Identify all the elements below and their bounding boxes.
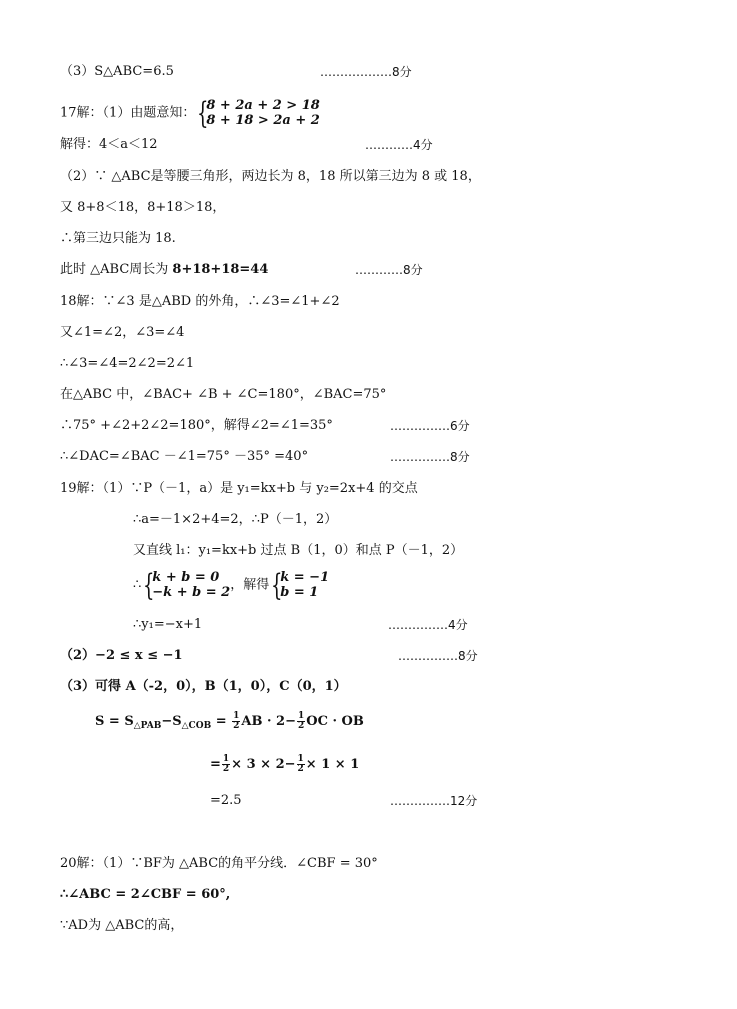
- q19-system-b-row-2: b = 1: [280, 585, 319, 600]
- q18-score-1: ……………6分: [390, 419, 470, 433]
- q17-perimeter-value: 8+18+18=44: [172, 262, 269, 277]
- q19-equation-system-a: { k + b = 0 −k + b = 2: [143, 568, 231, 603]
- q18-line2: 又∠1=∠2，∠3=∠4: [60, 325, 185, 340]
- q19-half-fraction-2: $\frac{1}{2}$: [297, 711, 305, 731]
- q18-line5: ∴75° +∠2+2∠2=180°，解得∠2=∠1=35°: [60, 418, 333, 433]
- q19-half-fraction-3: $\frac{1}{2}$: [222, 754, 230, 774]
- q17-score-2: …………8分: [355, 263, 423, 277]
- q18-line6: ∴∠DAC=∠BAC －∠1=75° －35° =40°: [60, 449, 309, 464]
- q19-half-fraction-4: $\frac{1}{2}$: [297, 754, 304, 774]
- q19-area-minus: −S: [161, 714, 182, 729]
- q17-solution: 解得：4＜a＜12: [60, 137, 158, 152]
- q20-line2: ∴∠ABC = 2∠CBF = 60°,: [60, 887, 231, 902]
- q17-system-row-2: 8 + 18 > 2a + 2: [206, 113, 320, 128]
- q17-part2-line1: （2）∵ △ABC是等腰三角形，两边长为 8，18 所以第三边为 8 或 18，: [60, 169, 481, 184]
- q19-equation-system-b: { k = −1 b = 1: [271, 568, 330, 603]
- q17-part1: [60, 96, 320, 131]
- q17-score-1: …………4分: [365, 138, 433, 152]
- q19-system-b-row-1: k = −1: [280, 570, 330, 585]
- q18-line1: 18解：∵∠3 是△ABD 的外角，∴∠3=∠1+∠2: [60, 294, 340, 309]
- q19-half-fraction-1: $\frac{1}{2}$: [233, 711, 240, 731]
- q19-score-3: ……………12分: [390, 794, 478, 808]
- q19-line7: （3）可得 A（-2，0），B（1，0），C（0，1）: [60, 679, 347, 694]
- q19-system-a-row-2: −k + b = 2: [152, 585, 231, 600]
- q19-area-sub-pab: △PAB: [133, 721, 162, 731]
- q19-score-1: ……………4分: [388, 618, 468, 632]
- q19-area-formula: [95, 712, 364, 735]
- q19-area-s: S = S: [95, 714, 134, 729]
- q19-line5: ∴y₁=−x+1: [133, 617, 203, 632]
- q17-system-row-1: 8 + 2a + 2 > 18: [206, 98, 320, 113]
- q17-part2-line4: [60, 261, 268, 279]
- q19-therefore: ∴: [133, 577, 142, 593]
- q17-head: 17解：（1）由题意知：: [60, 105, 196, 121]
- q19-area-term2: OC · OB: [306, 714, 364, 729]
- q19-sub-term1: × 3 × 2−: [231, 757, 296, 772]
- q19-sub-equals: =: [210, 757, 221, 772]
- q18-line3: ∴∠3=∠4=2∠2=2∠1: [60, 356, 195, 371]
- q16-part3-answer: （3）S△ABC=6.5: [60, 64, 174, 79]
- q16-part3-score: ………………8分: [320, 65, 412, 79]
- q19-area-equals: =: [211, 714, 232, 729]
- q18-line4: 在△ABC 中，∠BAC+ ∠B + ∠C=180°，∠BAC=75°: [60, 387, 387, 402]
- q19-score-2: ……………8分: [398, 649, 478, 663]
- q17-part2-line2: 又 8+8＜18，8+18＞18，: [60, 200, 226, 215]
- q17-part2-line3: ∴第三边只能为 18.: [60, 231, 176, 246]
- q19-area-sub-cob: △COB: [181, 721, 212, 731]
- q19-area-substitution: [210, 755, 359, 774]
- q20-line3: ∵AD为 △ABC的高，: [60, 918, 184, 933]
- q19-line1: 19解：（1）∵P（－1，a）是 y₁=kx+b 与 y₂=2x+4 的交点: [60, 481, 418, 496]
- q17-perimeter-label: 此时 △ABC周长为: [60, 262, 173, 277]
- q19-area-result: =2.5: [210, 793, 242, 808]
- q19-solve-label: ，解得: [230, 577, 270, 593]
- q17-inequality-system: { 8 + 2a + 2 > 18 8 + 18 > 2a + 2: [197, 96, 320, 131]
- q19-sub-term2: × 1 × 1: [305, 757, 360, 772]
- q19-area-term1: AB · 2−: [241, 714, 296, 729]
- q18-score-2: ……………8分: [390, 450, 470, 464]
- q19-line2: ∴a=－1×2+4=2，∴P（－1，2）: [133, 512, 338, 527]
- q20-line1: 20解：（1）∵BF为 △ABC的角平分线．∠CBF = 30°: [60, 856, 378, 871]
- q19-line3: 又直线 l₁：y₁=kx+b 过点 B（1，0）和点 P（－1，2）: [133, 543, 464, 558]
- q19-system-a-row-1: k + b = 0: [152, 570, 220, 585]
- q19-line6: （2）−2 ≤ x ≤ −1: [60, 648, 183, 663]
- q19-line4: [133, 568, 330, 603]
